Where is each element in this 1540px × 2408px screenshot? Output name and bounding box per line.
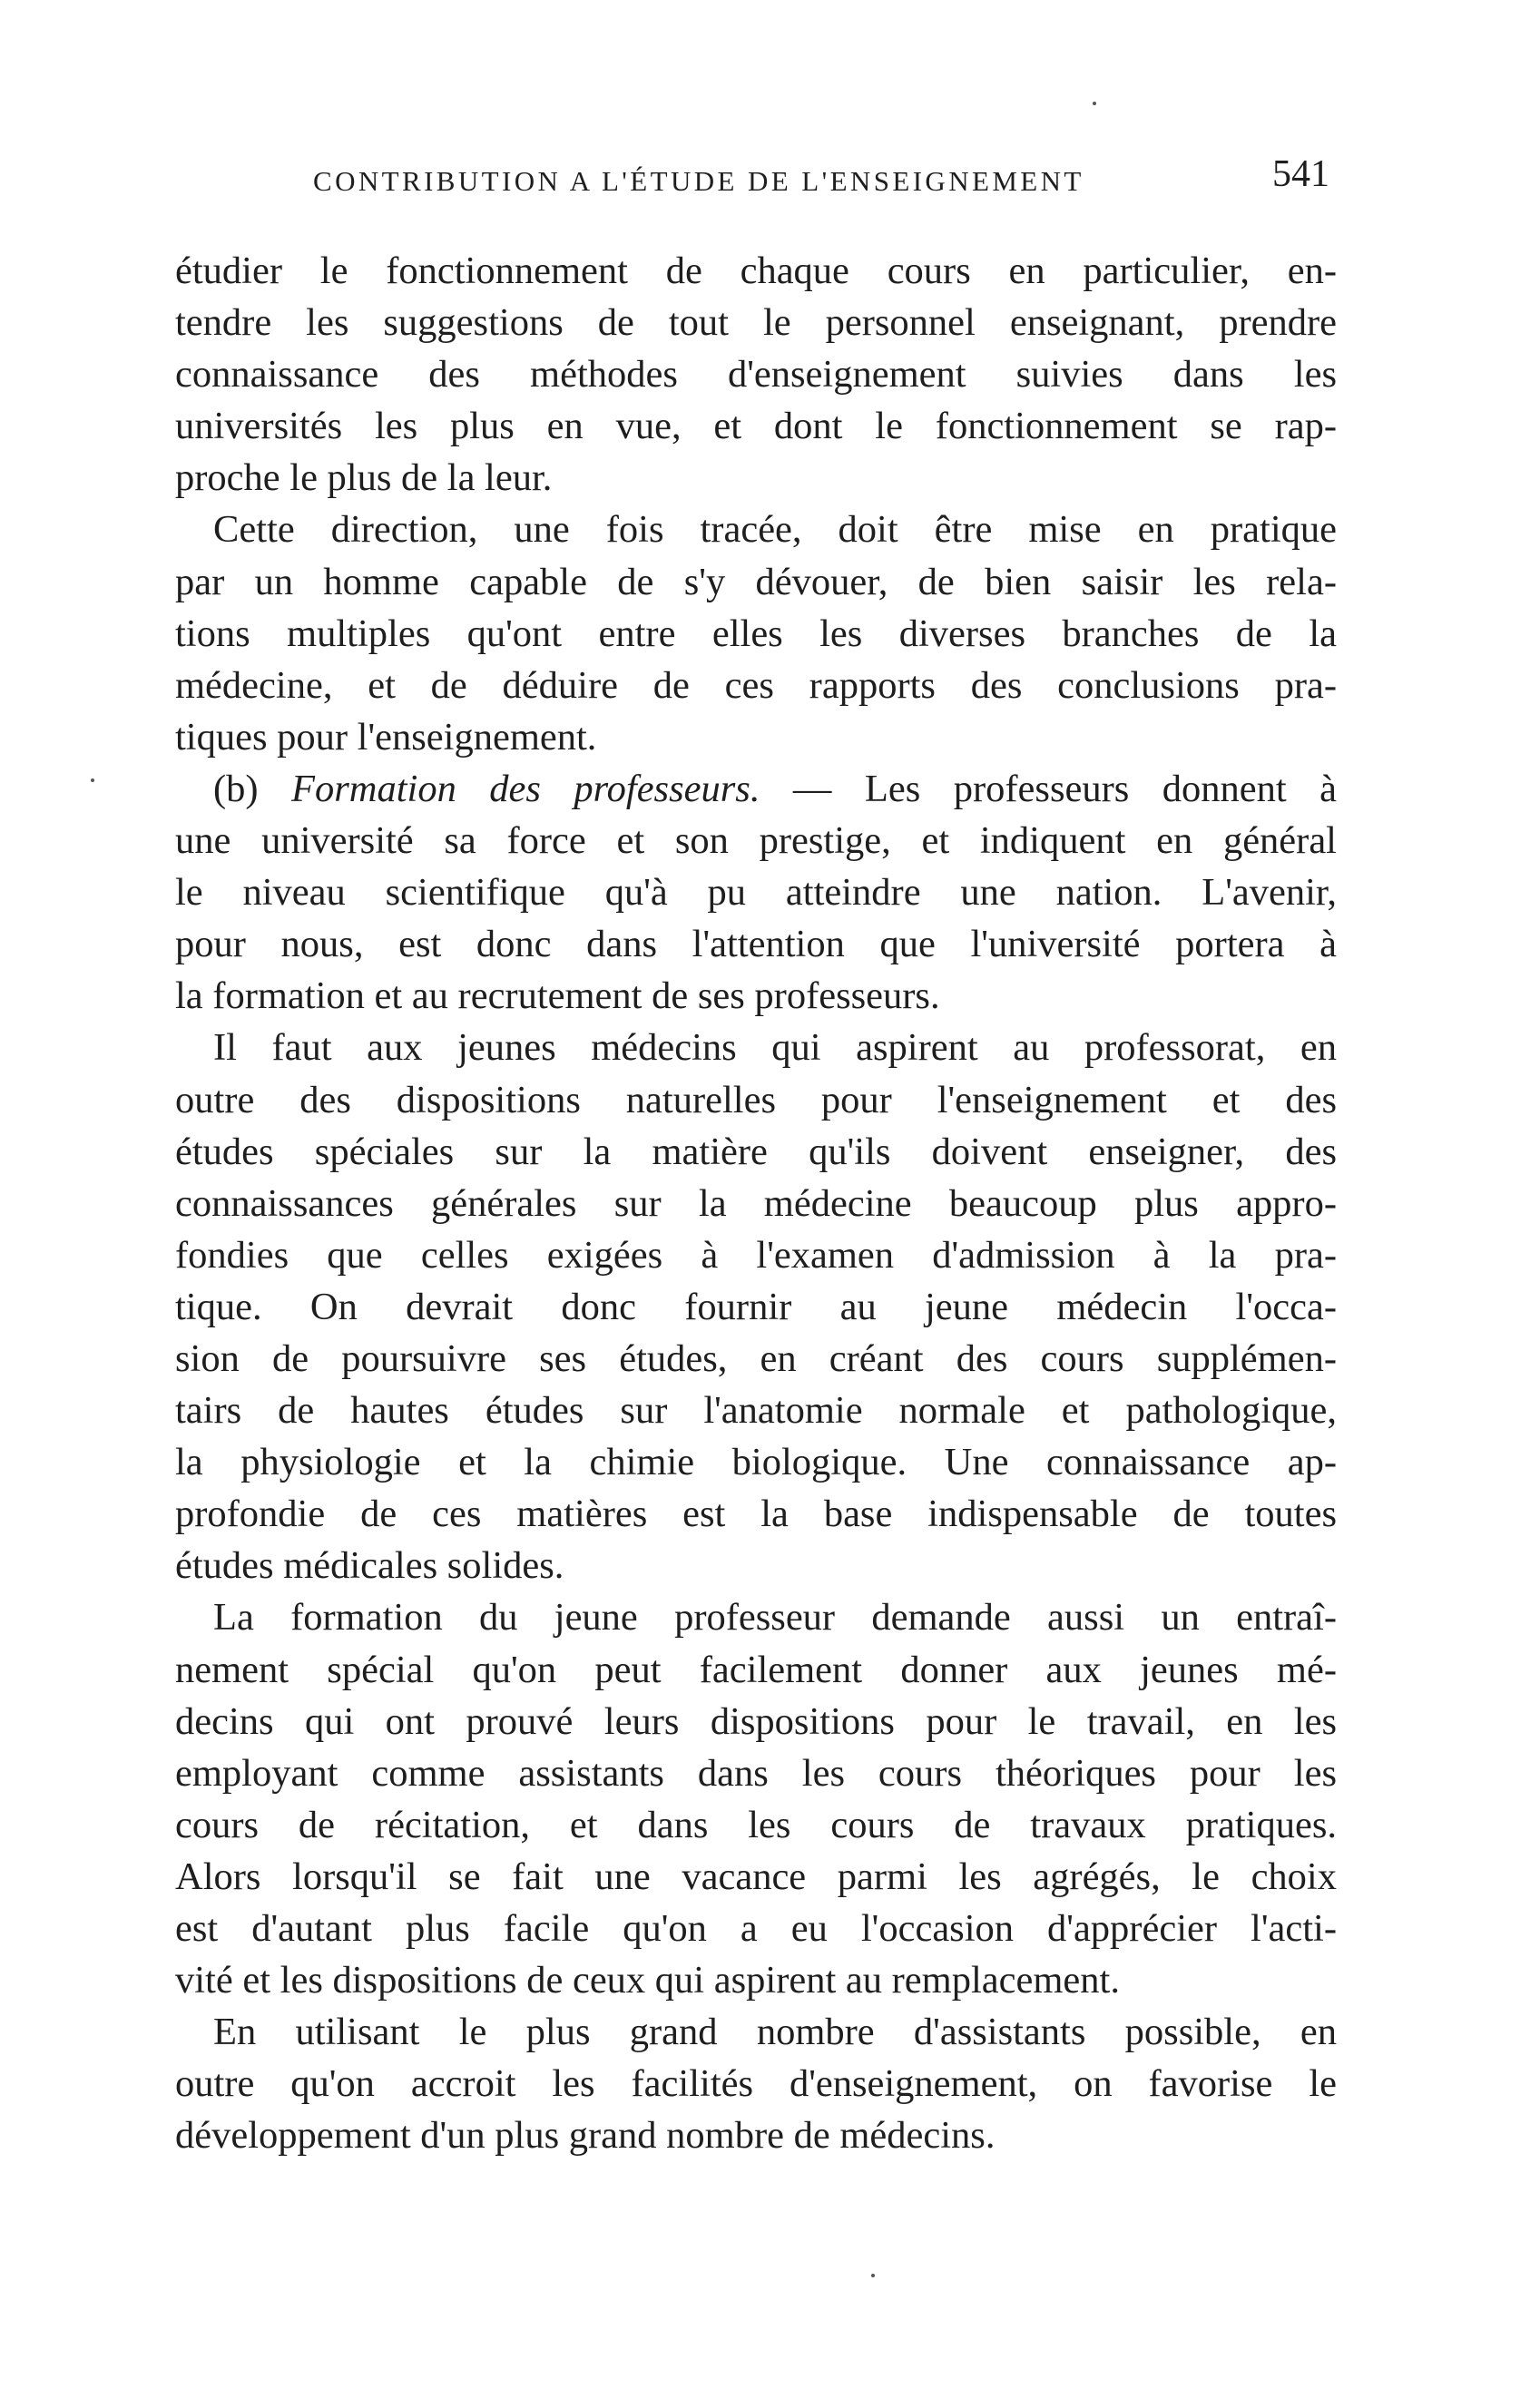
paragraph xyxy=(175,1022,1337,1591)
text-line: connaissance des méthodes d'enseignement suivies dans les xyxy=(175,353,1337,396)
text-line: pour nous, est donc dans l'attention que l'université portera à xyxy=(175,923,1337,966)
text-line: est d'autant plus facile qu'on a eu l'occasion d'apprécier l'acti- xyxy=(175,1907,1337,1950)
paragraph xyxy=(175,245,1337,504)
text-line: universités les plus en vue, et dont le fonctionnement se rap- xyxy=(175,405,1337,448)
text-line: connaissances générales sur la médecine beaucoup plus appro- xyxy=(175,1181,1337,1225)
text-line: decins qui ont prouvé leurs dispositions pour le travail, en les xyxy=(175,1699,1337,1743)
text-line: outre qu'on accroit les facilités d'enseignement, on favorise le xyxy=(175,2062,1337,2106)
running-title: CONTRIBUTION A L'ÉTUDE DE L'ENSEIGNEMENT xyxy=(313,165,1084,197)
text-line: fondies que celles exigées à l'examen d'admission à la pra- xyxy=(175,1233,1337,1277)
running-head xyxy=(313,152,1329,207)
text-line: employant comme assistants dans les cours théoriques pour les xyxy=(175,1751,1337,1795)
text-run: — Les professeurs donnent à xyxy=(760,767,1338,810)
text-line: par un homme capable de s'y dévouer, de bien saisir les rela- xyxy=(175,560,1337,603)
page-number: 541 xyxy=(1272,153,1329,195)
text-line: études spéciales sur la matière qu'ils doivent enseigner, des xyxy=(175,1130,1337,1173)
text-line: étudier le fonctionnement de chaque cours en particulier, en- xyxy=(175,250,1337,292)
text-line: vité et les dispositions de ceux qui aspirent au remplacement. xyxy=(175,1959,1120,2002)
text-line xyxy=(175,763,1337,815)
section-heading: Formation des professeurs. xyxy=(291,767,760,810)
text-line: tiques pour l'enseignement. xyxy=(175,715,597,759)
section-label: (b) xyxy=(213,767,292,810)
text-line: études médicales solides. xyxy=(175,1544,564,1588)
paragraph xyxy=(175,1591,1337,2006)
paragraph xyxy=(175,2006,1337,2161)
text-line: sion de poursuivre ses études, en créant des cours supplémen- xyxy=(175,1336,1337,1380)
text-line: tairs de hautes études sur l'anatomie normale et pathologique, xyxy=(175,1389,1337,1433)
text-line: médecine, et de déduire de ces rapports des conclusions pra- xyxy=(175,663,1337,707)
text-line: tions multiples qu'ont entre elles les diverses branches de la xyxy=(175,612,1337,655)
text-line: Alors lorsqu'il se fait une vacance parmi les agrégés, le choix xyxy=(175,1855,1337,1898)
text-line: En utilisant le plus grand nombre d'assistants possible, en xyxy=(213,2011,1337,2054)
text-line: Il faut aux jeunes médecins qui aspirent au professorat, en xyxy=(213,1026,1337,1070)
text-line: la physiologie et la chimie biologique. Une connaissance ap- xyxy=(175,1441,1337,1484)
print-speck xyxy=(1093,102,1096,105)
text-line: nement spécial qu'on peut facilement donner aux jeunes mé- xyxy=(175,1648,1337,1691)
text-line: une université sa force et son prestige, et indiquent en général xyxy=(175,819,1337,863)
print-speck xyxy=(871,2274,875,2277)
text-line: le niveau scientifique qu'à pu atteindre une nation. L'avenir, xyxy=(175,871,1337,915)
text-line: tendre les suggestions de tout le personnel enseignant, prendre xyxy=(175,301,1337,345)
text-line: développement d'un plus grand nombre de médecins. xyxy=(175,2114,996,2158)
body-text xyxy=(175,245,1337,2161)
text-line: outre des dispositions naturelles pour l'enseignement et des xyxy=(175,1078,1337,1121)
print-speck xyxy=(91,778,94,782)
paragraph xyxy=(175,504,1337,762)
text-line: cours de récitation, et dans les cours de travaux pratiques. xyxy=(175,1803,1337,1846)
text-line: tique. On devrait donc fournir au jeune médecin l'occa- xyxy=(175,1285,1337,1328)
text-line: La formation du jeune professeur demande aussi un entraî- xyxy=(213,1596,1337,1640)
text-line: profondie de ces matières est la base indispensable de toutes xyxy=(175,1493,1337,1536)
paragraph xyxy=(175,763,1337,1022)
text-line: proche le plus de la leur. xyxy=(175,456,553,500)
text-line: Cette direction, une fois tracée, doit être mise en pratique xyxy=(213,508,1337,552)
text-line: la formation et au recrutement de ses professeurs. xyxy=(175,974,940,1018)
